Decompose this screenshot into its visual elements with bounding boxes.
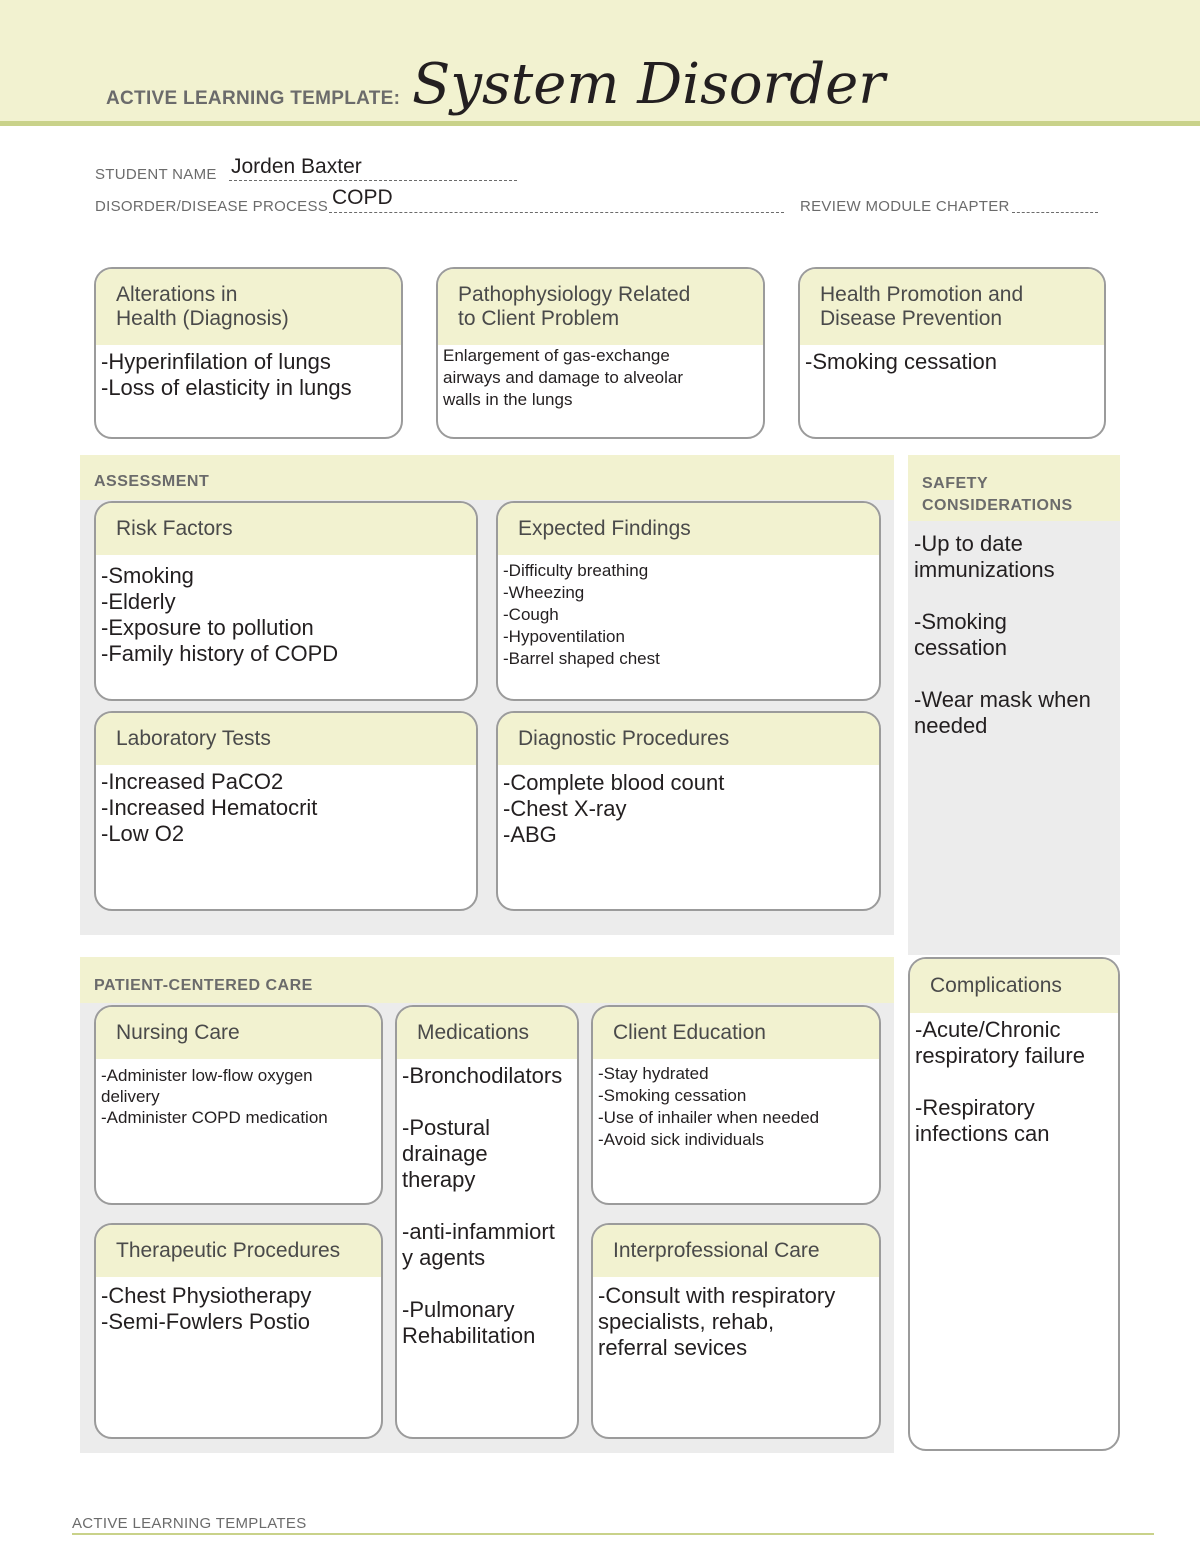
complications-line <box>915 1069 1113 1095</box>
nursing-care-title: Nursing Care <box>96 1007 381 1059</box>
expected-findings-content[interactable] <box>498 555 879 674</box>
therapeutic-procedures-line: -Semi-Fowlers Postio <box>101 1309 311 1334</box>
medications-box <box>395 1005 579 1439</box>
expected-findings-box <box>496 501 881 701</box>
alterations-title <box>96 269 401 345</box>
health-promotion-title-line: Health Promotion and <box>820 283 1024 306</box>
medications-line <box>402 1271 572 1297</box>
health-promotion-box <box>798 267 1106 439</box>
assessment-label: ASSESSMENT <box>94 473 210 490</box>
alterations-title-line: Alterations in <box>116 283 238 306</box>
footer-label: ACTIVE LEARNING TEMPLATES <box>72 1515 307 1532</box>
safety-considerations-content[interactable] <box>908 521 1120 749</box>
laboratory-tests-box <box>94 711 478 911</box>
risk-factors-title: Risk Factors <box>96 503 476 555</box>
health-promotion-title-line: Disease Prevention <box>820 307 1003 330</box>
client-education-line: -Use of inhailer when needed <box>598 1108 820 1127</box>
pathophysiology-title <box>438 269 763 345</box>
diagnostic-procedures-line: -Chest X-ray <box>503 796 627 821</box>
safety-considerations-title <box>908 455 1120 521</box>
medications-line: -Pulmonary <box>402 1297 515 1322</box>
medications-title: Medications <box>397 1007 577 1059</box>
template-label: ACTIVE LEARNING TEMPLATE: <box>106 88 401 109</box>
risk-factors-line: -Elderly <box>101 589 176 614</box>
nursing-care-content[interactable] <box>96 1059 381 1132</box>
client-education-content[interactable] <box>593 1059 879 1155</box>
header-divider <box>0 121 1200 126</box>
medications-line: -Postural <box>402 1115 491 1140</box>
medications-line: drainage <box>402 1141 488 1166</box>
client-education-box <box>591 1005 881 1205</box>
safety-line: needed <box>914 713 988 738</box>
client-education-line: -Stay hydrated <box>598 1064 709 1083</box>
interprofessional-care-line: specialists, rehab, <box>598 1309 775 1334</box>
safety-line <box>914 661 1114 687</box>
therapeutic-procedures-content[interactable] <box>96 1277 381 1339</box>
diagnostic-procedures-line: -ABG <box>503 822 557 847</box>
nursing-care-line: -Administer COPD medication <box>101 1108 328 1127</box>
nursing-care-line: delivery <box>101 1087 160 1106</box>
therapeutic-procedures-title: Therapeutic Procedures <box>96 1225 381 1277</box>
alterations-content[interactable] <box>96 345 401 405</box>
pathophysiology-line: Enlargement of gas-exchange <box>443 346 670 365</box>
medications-content[interactable] <box>397 1059 577 1353</box>
student-name-label: STUDENT NAME <box>95 166 217 183</box>
client-education-title: Client Education <box>593 1007 879 1059</box>
pathophysiology-box <box>436 267 765 439</box>
medications-line: Rehabilitation <box>402 1323 536 1348</box>
complications-content[interactable] <box>910 1013 1118 1151</box>
patient-centered-care-label: PATIENT-CENTERED CARE <box>94 977 313 994</box>
therapeutic-procedures-box <box>94 1223 383 1439</box>
diagnostic-procedures-title: Diagnostic Procedures <box>498 713 879 765</box>
risk-factors-line: -Exposure to pollution <box>101 615 314 640</box>
review-module-label: REVIEW MODULE CHAPTER <box>800 198 1010 215</box>
disorder-field[interactable]: COPD <box>332 186 393 209</box>
risk-factors-box <box>94 501 478 701</box>
nursing-care-box <box>94 1005 383 1205</box>
medications-line: -Bronchodilators <box>402 1063 563 1088</box>
expected-findings-line: -Difficulty breathing <box>503 561 649 580</box>
footer-divider <box>72 1533 1154 1535</box>
laboratory-tests-content[interactable] <box>96 765 476 851</box>
disorder-underline <box>329 212 784 213</box>
complications-line: -Acute/Chronic <box>915 1017 1061 1042</box>
risk-factors-line: -Smoking <box>101 563 194 588</box>
health-promotion-line: -Smoking cessation <box>805 349 997 374</box>
interprofessional-care-title: Interprofessional Care <box>593 1225 879 1277</box>
complications-line: respiratory failure <box>915 1043 1085 1068</box>
template-title: System Disorder <box>412 52 886 117</box>
diagnostic-procedures-box <box>496 711 881 911</box>
interprofessional-care-line: referral sevices <box>598 1335 748 1360</box>
complications-box <box>908 957 1120 1451</box>
interprofessional-care-line: -Consult with respiratory <box>598 1283 836 1308</box>
medications-line: y agents <box>402 1245 486 1270</box>
alterations-box <box>94 267 403 439</box>
student-name-underline <box>229 180 517 181</box>
risk-factors-line: -Family history of COPD <box>101 641 339 666</box>
diagnostic-procedures-content[interactable] <box>498 765 879 852</box>
pathophysiology-title-line: to Client Problem <box>458 307 620 330</box>
alterations-line: -Hyperinfilation of lungs <box>101 349 331 374</box>
laboratory-tests-line: -Low O2 <box>101 821 185 846</box>
safety-line: cessation <box>914 635 1007 660</box>
diagnostic-procedures-line: -Complete blood count <box>503 770 725 795</box>
safety-line: -Wear mask when <box>914 687 1091 712</box>
medications-line <box>402 1089 572 1115</box>
safety-title-line: SAFETY <box>922 475 989 492</box>
review-module-field[interactable] <box>1012 212 1098 213</box>
pathophysiology-content[interactable] <box>438 345 763 415</box>
expected-findings-line: -Wheezing <box>503 583 585 602</box>
health-promotion-title <box>800 269 1104 345</box>
laboratory-tests-title: Laboratory Tests <box>96 713 476 765</box>
student-name-field[interactable]: Jorden Baxter <box>231 155 362 178</box>
safety-title-line: CONSIDERATIONS <box>922 497 1073 514</box>
pathophysiology-line: walls in the lungs <box>443 390 573 409</box>
medications-line: therapy <box>402 1167 476 1192</box>
alterations-line: -Loss of elasticity in lungs <box>101 375 352 400</box>
safety-line: immunizations <box>914 557 1055 582</box>
pathophysiology-title-line: Pathophysiology Related <box>458 283 691 306</box>
nursing-care-line: -Administer low-flow oxygen <box>101 1066 313 1085</box>
expected-findings-line: -Cough <box>503 605 559 624</box>
complications-title: Complications <box>910 959 1118 1013</box>
laboratory-tests-line: -Increased PaCO2 <box>101 769 284 794</box>
alterations-title-line: Health (Diagnosis) <box>116 307 289 330</box>
health-promotion-content[interactable] <box>800 345 1104 379</box>
medications-line: -anti-infammiort <box>402 1219 555 1244</box>
complications-line: -Respiratory <box>915 1095 1035 1120</box>
laboratory-tests-line: -Increased Hematocrit <box>101 795 318 820</box>
therapeutic-procedures-line: -Chest Physiotherapy <box>101 1283 312 1308</box>
client-education-line: -Avoid sick individuals <box>598 1130 764 1149</box>
risk-factors-content[interactable] <box>96 555 476 671</box>
disorder-label: DISORDER/DISEASE PROCESS <box>95 198 329 215</box>
interprofessional-care-content[interactable] <box>593 1277 879 1365</box>
expected-findings-title: Expected Findings <box>498 503 879 555</box>
safety-line: -Smoking <box>914 609 1007 634</box>
expected-findings-line: -Hypoventilation <box>503 627 625 646</box>
complications-line: infections can <box>915 1121 1050 1146</box>
medications-line <box>402 1193 572 1219</box>
interprofessional-care-box <box>591 1223 881 1439</box>
safety-line <box>914 583 1114 609</box>
safety-line: -Up to date <box>914 531 1023 556</box>
expected-findings-line: -Barrel shaped chest <box>503 649 660 668</box>
safety-considerations-panel <box>908 455 1120 955</box>
client-education-line: -Smoking cessation <box>598 1086 747 1105</box>
pathophysiology-line: airways and damage to alveolar <box>443 368 684 387</box>
